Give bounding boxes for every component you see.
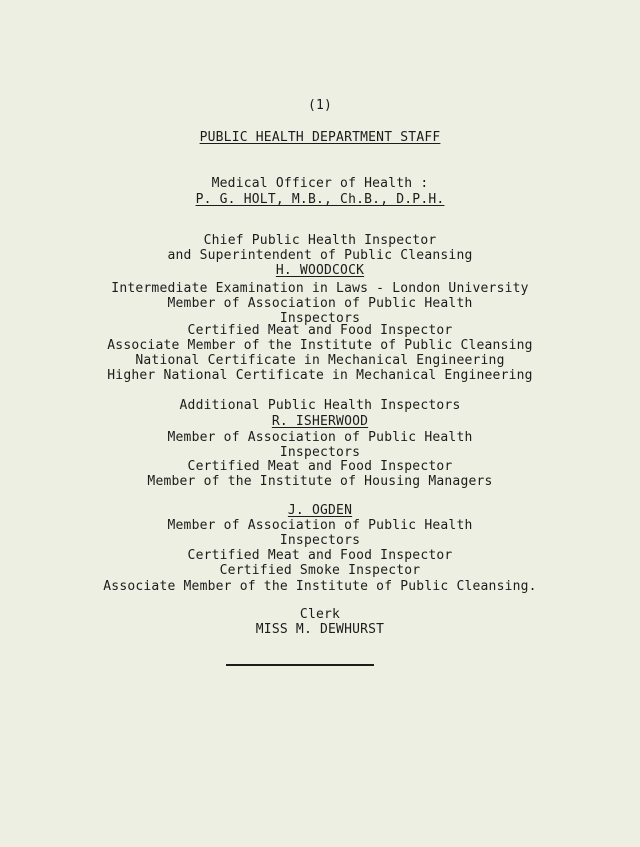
- inspector-2-name: J. OGDEN: [287, 503, 353, 518]
- cphi-qualification: Certified Meat and Food Inspector: [187, 323, 453, 338]
- cphi-title-line-2: and Superintendent of Public Cleansing: [167, 248, 473, 263]
- inspector-2-qualification: Inspectors: [279, 533, 361, 548]
- cphi-qualification: Associate Member of the Institute of Public Cleansing: [107, 338, 533, 353]
- inspector-2-qualification: Member of Association of Public Health: [167, 518, 473, 533]
- page-number: (1): [307, 98, 333, 113]
- inspector-1-qualification: Member of the Institute of Housing Managers: [147, 474, 493, 489]
- inspector-1-qualification: Member of Association of Public Health: [167, 430, 473, 445]
- inspector-1-name: R. ISHERWOOD: [271, 414, 369, 429]
- cphi-qualification: Intermediate Examination in Laws - London University: [111, 281, 529, 296]
- inspector-1-qualification: Certified Meat and Food Inspector: [187, 459, 453, 474]
- moh-name: P. G. HOLT, M.B., Ch.B., D.P.H.: [195, 192, 445, 207]
- moh-title: Medical Officer of Health :: [211, 176, 429, 191]
- inspector-2-qualification: Certified Smoke Inspector: [219, 563, 421, 578]
- inspector-2-qualification: Certified Meat and Food Inspector: [187, 548, 453, 563]
- page-heading: PUBLIC HEALTH DEPARTMENT STAFF: [199, 130, 441, 145]
- cphi-qualification: Inspectors: [279, 311, 361, 326]
- inspector-2-qualification: Associate Member of the Institute of Public Cleansing.: [103, 579, 537, 594]
- clerk-title: Clerk: [299, 607, 341, 622]
- additional-inspectors-title: Additional Public Health Inspectors: [179, 398, 461, 413]
- cphi-title-line-1: Chief Public Health Inspector: [203, 233, 437, 248]
- cphi-qualification: National Certificate in Mechanical Engineering: [135, 353, 505, 368]
- inspector-1-qualification: Inspectors: [279, 445, 361, 460]
- cphi-name: H. WOODCOCK: [275, 263, 365, 278]
- cphi-qualification: Member of Association of Public Health: [167, 296, 473, 311]
- closing-rule: [226, 664, 374, 666]
- cphi-qualification: Higher National Certificate in Mechanical Engineering: [107, 368, 533, 383]
- clerk-name: MISS M. DEWHURST: [255, 622, 385, 637]
